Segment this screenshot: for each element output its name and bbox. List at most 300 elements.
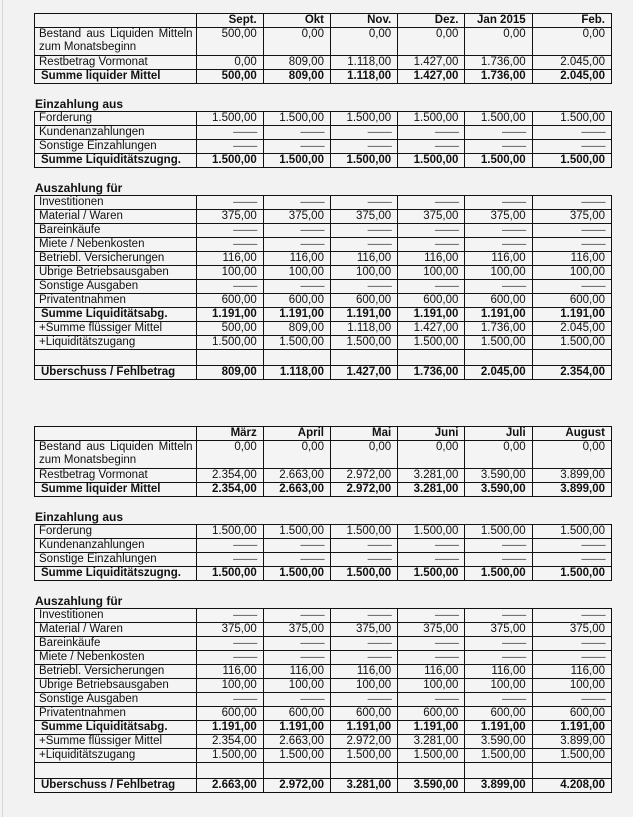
cell-value: 1.500,00 <box>263 567 330 581</box>
cell-value: ------------ <box>532 140 611 154</box>
cell-value: 1.500,00 <box>263 525 330 539</box>
row-label: Ubrige Betriebsausgaben <box>35 679 197 693</box>
cell-value: 100,00 <box>398 679 465 693</box>
cell-value: 375,00 <box>330 623 397 637</box>
cell-value: 1.500,00 <box>196 112 263 126</box>
row-label: Summe Liquiditätszugng. <box>35 154 197 168</box>
cell-value: 1.191,00 <box>263 308 330 322</box>
row-label: Forderung <box>35 525 197 539</box>
blank-cell <box>196 763 263 779</box>
cell-value: ------------ <box>465 238 532 252</box>
cell-value: 3.590,00 <box>465 469 532 483</box>
cell-value: ------------ <box>330 238 397 252</box>
cell-value: 116,00 <box>263 252 330 266</box>
row-label: Uberschuss / Fehlbetrag <box>35 779 197 793</box>
row-label: Kundenanzahlungen <box>35 539 197 553</box>
cell-value: 600,00 <box>330 707 397 721</box>
blank-cell <box>263 763 330 779</box>
row-label: +Summe flüssiger Mittel <box>35 322 197 336</box>
table-row <box>35 224 612 238</box>
cell-value: 809,00 <box>263 70 330 84</box>
cell-value: ------------ <box>196 637 263 651</box>
cell-value: ------------ <box>465 539 532 553</box>
cell-value: ------------ <box>398 126 465 140</box>
cell-value: 375,00 <box>532 623 611 637</box>
cell-value: ------------ <box>465 553 532 567</box>
cell-value: 1.500,00 <box>196 154 263 168</box>
cell-value: ------------ <box>532 609 611 623</box>
cell-value: 1.736,00 <box>465 70 532 84</box>
cell-value: 1.118,00 <box>330 70 397 84</box>
cell-value: 0,00 <box>398 441 465 469</box>
cell-value: 100,00 <box>465 679 532 693</box>
cell-value: 1.500,00 <box>330 112 397 126</box>
cell-value: 100,00 <box>330 679 397 693</box>
cell-value: ------------ <box>196 553 263 567</box>
blank-cell <box>532 763 611 779</box>
cell-value: 500,00 <box>196 322 263 336</box>
cell-value: 0,00 <box>398 28 465 56</box>
cell-value: 100,00 <box>196 679 263 693</box>
row-label: Material / Waren <box>35 623 197 637</box>
cell-value: 1.118,00 <box>330 56 397 70</box>
cell-value: 1.191,00 <box>465 721 532 735</box>
cell-value: ------------ <box>330 126 397 140</box>
cell-value: 375,00 <box>263 210 330 224</box>
cell-value: 0,00 <box>330 441 397 469</box>
table-row <box>35 70 612 84</box>
cell-value: 100,00 <box>263 679 330 693</box>
row-label: +Liquiditätszugang <box>35 336 197 350</box>
cell-value: 0,00 <box>330 28 397 56</box>
row-label: Betriebl. Versicherungen <box>35 252 197 266</box>
cell-value: 100,00 <box>330 266 397 280</box>
cell-value: ------------ <box>465 280 532 294</box>
cell-value: 600,00 <box>465 294 532 308</box>
cell-value: 2.045,00 <box>532 322 611 336</box>
cell-value: 1.500,00 <box>263 336 330 350</box>
row-label: Sonstige Einzahlungen <box>35 140 197 154</box>
blank-cell <box>398 763 465 779</box>
table-row <box>35 539 612 553</box>
cell-value: 1.500,00 <box>196 525 263 539</box>
cell-value: 1.500,00 <box>398 336 465 350</box>
cell-value: ------------ <box>532 651 611 665</box>
liquidity-plan-block-2 <box>34 426 612 793</box>
row-label: Investitionen <box>35 196 197 210</box>
cell-value: ------------ <box>196 693 263 707</box>
cell-value: 1.500,00 <box>330 525 397 539</box>
liquidity-plan-block-1 <box>34 13 612 380</box>
table-row <box>35 623 612 637</box>
cell-value: 3.899,00 <box>532 735 611 749</box>
cell-value: 0,00 <box>532 441 611 469</box>
cell-value: ------------ <box>398 539 465 553</box>
table-row <box>35 154 612 168</box>
cell-value: 1.500,00 <box>532 154 611 168</box>
table-row <box>35 28 612 56</box>
table-row <box>35 266 612 280</box>
month-header: Feb. <box>532 14 611 28</box>
header-empty <box>35 14 197 28</box>
cell-value: 2.663,00 <box>263 469 330 483</box>
cell-value: 2.972,00 <box>263 779 330 793</box>
cell-value: ------------ <box>398 280 465 294</box>
cell-value: 375,00 <box>532 210 611 224</box>
cell-value: 1.736,00 <box>465 322 532 336</box>
table-row <box>35 336 612 350</box>
cell-value: 3.281,00 <box>398 735 465 749</box>
cell-value: 116,00 <box>398 665 465 679</box>
table-row <box>35 441 612 469</box>
table-row <box>35 609 612 623</box>
blank-cell <box>35 763 197 779</box>
cell-value: 100,00 <box>532 266 611 280</box>
liquid-funds-table <box>34 13 612 84</box>
row-label: Summe liquider Mittel <box>35 70 197 84</box>
cell-value: ------------ <box>532 238 611 252</box>
cell-value: 0,00 <box>532 28 611 56</box>
cell-value: ------------ <box>330 140 397 154</box>
month-header: April <box>263 427 330 441</box>
cell-value: ------------ <box>398 693 465 707</box>
cell-value: ------------ <box>398 651 465 665</box>
blank-cell <box>532 350 611 366</box>
cell-value: 2.663,00 <box>263 483 330 497</box>
cell-value: 1.191,00 <box>330 308 397 322</box>
cell-value: 1.500,00 <box>532 749 611 763</box>
row-label: Miete / Nebenkosten <box>35 238 197 252</box>
cell-value: 1.500,00 <box>465 336 532 350</box>
cell-value: 1.500,00 <box>398 749 465 763</box>
cell-value: 116,00 <box>330 665 397 679</box>
month-header: Jan 2015 <box>465 14 532 28</box>
table-row <box>35 252 612 266</box>
cell-value: 2.354,00 <box>196 469 263 483</box>
cell-value: 600,00 <box>532 707 611 721</box>
table-row <box>35 483 612 497</box>
cell-value: 0,00 <box>465 28 532 56</box>
cell-value: ------------ <box>263 651 330 665</box>
blank-cell <box>330 763 397 779</box>
table-row <box>35 210 612 224</box>
cell-value: 1.500,00 <box>465 567 532 581</box>
cell-value: 500,00 <box>196 70 263 84</box>
cell-value: ------------ <box>532 693 611 707</box>
cell-value: 100,00 <box>196 266 263 280</box>
cell-value: ------------ <box>330 539 397 553</box>
cell-value: 0,00 <box>465 441 532 469</box>
cell-value: 375,00 <box>196 623 263 637</box>
table-row <box>35 567 612 581</box>
row-label: Bestand aus Liquiden Mitteln zum Monatsbeginn <box>35 28 197 56</box>
cell-value: 1.500,00 <box>330 154 397 168</box>
cell-value: 3.899,00 <box>532 483 611 497</box>
cell-value: ------------ <box>263 126 330 140</box>
row-label: Privatentnahmen <box>35 294 197 308</box>
table-row <box>35 280 612 294</box>
table-row <box>35 749 612 763</box>
cell-value: 600,00 <box>263 707 330 721</box>
cell-value: 500,00 <box>196 28 263 56</box>
table-row <box>35 637 612 651</box>
row-label: Kundenanzahlungen <box>35 126 197 140</box>
cell-value: 2.972,00 <box>330 469 397 483</box>
cell-value: ------------ <box>398 140 465 154</box>
cell-value: 600,00 <box>465 707 532 721</box>
cell-value: 809,00 <box>263 56 330 70</box>
table-row <box>35 679 612 693</box>
cell-value: ------------ <box>398 609 465 623</box>
cell-value: ------------ <box>330 651 397 665</box>
cell-value: 2.045,00 <box>532 70 611 84</box>
cell-value: 1.500,00 <box>330 336 397 350</box>
cell-value: 116,00 <box>398 252 465 266</box>
section-title-income: Einzahlung aus <box>35 510 124 524</box>
cell-value: 375,00 <box>465 623 532 637</box>
month-header: August <box>532 427 611 441</box>
cell-value: ------------ <box>330 224 397 238</box>
cell-value: 116,00 <box>532 252 611 266</box>
row-label: Material / Waren <box>35 210 197 224</box>
cell-value: 116,00 <box>263 665 330 679</box>
cell-value: 600,00 <box>196 707 263 721</box>
row-label: Betriebl. Versicherungen <box>35 665 197 679</box>
row-label: Bestand aus Liquiden Mitteln zum Monatsbeginn <box>35 441 197 469</box>
header-empty <box>35 427 197 441</box>
cell-value: ------------ <box>263 539 330 553</box>
expense-table <box>34 608 612 793</box>
cell-value: 1.500,00 <box>263 749 330 763</box>
cell-value: 116,00 <box>196 665 263 679</box>
cell-value: ------------ <box>196 224 263 238</box>
row-label: Miete / Nebenkosten <box>35 651 197 665</box>
cell-value: 116,00 <box>196 252 263 266</box>
cell-value: 1.500,00 <box>398 112 465 126</box>
cell-value: ------------ <box>398 637 465 651</box>
cell-value: ------------ <box>196 238 263 252</box>
row-label: Summe liquider Mittel <box>35 483 197 497</box>
table-row <box>35 721 612 735</box>
cell-value: ------------ <box>263 693 330 707</box>
month-header: März <box>196 427 263 441</box>
cell-value: ------------ <box>330 553 397 567</box>
row-label: Sonstige Einzahlungen <box>35 553 197 567</box>
table-row <box>35 196 612 210</box>
month-header: Nov. <box>330 14 397 28</box>
liquid-funds-table <box>34 426 612 497</box>
cell-value: 1.118,00 <box>330 322 397 336</box>
cell-value: 1.500,00 <box>398 567 465 581</box>
cell-value: ------------ <box>263 637 330 651</box>
row-label: Uberschuss / Fehlbetrag <box>35 366 197 380</box>
cell-value: 1.427,00 <box>398 70 465 84</box>
cell-value: 809,00 <box>263 322 330 336</box>
cell-value: ------------ <box>532 637 611 651</box>
cell-value: 1.736,00 <box>398 366 465 380</box>
cell-value: 3.899,00 <box>465 779 532 793</box>
section-title-expense: Auszahlung für <box>35 594 123 608</box>
cell-value: 1.427,00 <box>398 56 465 70</box>
cell-value: ------------ <box>465 140 532 154</box>
row-label: Bareinkäufe <box>35 637 197 651</box>
blank-row <box>35 350 612 366</box>
cell-value: 1.427,00 <box>398 322 465 336</box>
table-row <box>35 112 612 126</box>
blank-cell <box>465 350 532 366</box>
cell-value: ------------ <box>196 539 263 553</box>
cell-value: 1.500,00 <box>532 336 611 350</box>
table-row <box>35 56 612 70</box>
cell-value: ------------ <box>532 126 611 140</box>
cell-value: 1.500,00 <box>196 336 263 350</box>
cell-value: 2.045,00 <box>532 56 611 70</box>
cell-value: 0,00 <box>263 28 330 56</box>
row-label: Investitionen <box>35 609 197 623</box>
blank-cell <box>263 350 330 366</box>
cell-value: 375,00 <box>398 210 465 224</box>
table-row <box>35 735 612 749</box>
table-row <box>35 693 612 707</box>
cell-value: ------------ <box>196 196 263 210</box>
cell-value: ------------ <box>532 196 611 210</box>
section-title-expense: Auszahlung für <box>35 181 123 195</box>
cell-value: ------------ <box>465 637 532 651</box>
table-row <box>35 469 612 483</box>
cell-value: ------------ <box>398 224 465 238</box>
section-title-income: Einzahlung aus <box>35 97 124 111</box>
page-edge-line <box>2 0 3 817</box>
row-label: Restbetrag Vormonat <box>35 56 197 70</box>
cell-value: 116,00 <box>532 665 611 679</box>
blank-row <box>35 763 612 779</box>
table-row <box>35 779 612 793</box>
header-row <box>35 14 612 28</box>
cell-value: ------------ <box>196 651 263 665</box>
cell-value: 1.500,00 <box>532 567 611 581</box>
cell-value: 1.500,00 <box>465 154 532 168</box>
table-row <box>35 553 612 567</box>
cell-value: 100,00 <box>465 266 532 280</box>
blank-cell <box>196 350 263 366</box>
cell-value: 3.590,00 <box>465 735 532 749</box>
cell-value: ------------ <box>465 693 532 707</box>
cell-value: 1.191,00 <box>263 721 330 735</box>
cell-value: 100,00 <box>398 266 465 280</box>
cell-value: 1.500,00 <box>398 154 465 168</box>
row-label: +Summe flüssiger Mittel <box>35 735 197 749</box>
cell-value: ------------ <box>398 553 465 567</box>
cell-value: 1.191,00 <box>398 721 465 735</box>
cell-value: ------------ <box>465 126 532 140</box>
cell-value: 600,00 <box>398 707 465 721</box>
cell-value: 1.500,00 <box>532 525 611 539</box>
cell-value: 116,00 <box>465 665 532 679</box>
cell-value: 0,00 <box>196 56 263 70</box>
cell-value: ------------ <box>196 609 263 623</box>
cell-value: ------------ <box>465 651 532 665</box>
cell-value: ------------ <box>263 238 330 252</box>
cell-value: 0,00 <box>263 441 330 469</box>
row-label: +Liquiditätszugang <box>35 749 197 763</box>
cell-value: 3.590,00 <box>398 779 465 793</box>
cell-value: 2.972,00 <box>330 735 397 749</box>
cell-value: 600,00 <box>330 294 397 308</box>
cell-value: ------------ <box>330 609 397 623</box>
cell-value: ------------ <box>330 637 397 651</box>
row-label: Forderung <box>35 112 197 126</box>
cell-value: 1.500,00 <box>330 749 397 763</box>
cell-value: 0,00 <box>196 441 263 469</box>
income-table <box>34 524 612 581</box>
cell-value: 375,00 <box>398 623 465 637</box>
month-header: Juli <box>465 427 532 441</box>
cell-value: 2.045,00 <box>465 366 532 380</box>
table-row <box>35 366 612 380</box>
cell-value: 1.191,00 <box>398 308 465 322</box>
cell-value: 2.354,00 <box>196 483 263 497</box>
cell-value: 1.500,00 <box>532 112 611 126</box>
cell-value: 1.191,00 <box>465 308 532 322</box>
cell-value: 1.500,00 <box>196 567 263 581</box>
cell-value: ------------ <box>330 693 397 707</box>
row-label: Summe Liquiditätszugng. <box>35 567 197 581</box>
cell-value: ------------ <box>330 196 397 210</box>
cell-value: ------------ <box>196 280 263 294</box>
income-table <box>34 111 612 168</box>
cell-value: 1.500,00 <box>398 525 465 539</box>
cell-value: 116,00 <box>465 252 532 266</box>
cell-value: 1.500,00 <box>465 525 532 539</box>
cell-value: 600,00 <box>196 294 263 308</box>
row-label: Sonstige Ausgaben <box>35 693 197 707</box>
row-label: Sonstige Ausgaben <box>35 280 197 294</box>
cell-value: ------------ <box>532 224 611 238</box>
cell-value: 1.427,00 <box>330 366 397 380</box>
cell-value: 116,00 <box>330 252 397 266</box>
cell-value: 1.191,00 <box>330 721 397 735</box>
cell-value: ------------ <box>196 140 263 154</box>
cell-value: ------------ <box>263 609 330 623</box>
row-label: Summe Liquiditätsabg. <box>35 721 197 735</box>
cell-value: 4.208,00 <box>532 779 611 793</box>
cell-value: ------------ <box>465 224 532 238</box>
blank-cell <box>398 350 465 366</box>
cell-value: ------------ <box>532 280 611 294</box>
month-header: Juni <box>398 427 465 441</box>
cell-value: 2.663,00 <box>263 735 330 749</box>
row-label: Restbetrag Vormonat <box>35 469 197 483</box>
cell-value: ------------ <box>532 539 611 553</box>
cell-value: 375,00 <box>330 210 397 224</box>
table-row <box>35 651 612 665</box>
table-row <box>35 140 612 154</box>
cell-value: 1.500,00 <box>465 749 532 763</box>
month-header: Mai <box>330 427 397 441</box>
cell-value: 2.972,00 <box>330 483 397 497</box>
table-row <box>35 665 612 679</box>
cell-value: 2.354,00 <box>196 735 263 749</box>
row-label: Summe Liquiditätsabg. <box>35 308 197 322</box>
month-header: Sept. <box>196 14 263 28</box>
cell-value: ------------ <box>263 140 330 154</box>
cell-value: 100,00 <box>532 679 611 693</box>
table-row <box>35 707 612 721</box>
cell-value: 100,00 <box>263 266 330 280</box>
cell-value: ------------ <box>330 280 397 294</box>
cell-value: 1.191,00 <box>196 721 263 735</box>
cell-value: 3.281,00 <box>398 483 465 497</box>
